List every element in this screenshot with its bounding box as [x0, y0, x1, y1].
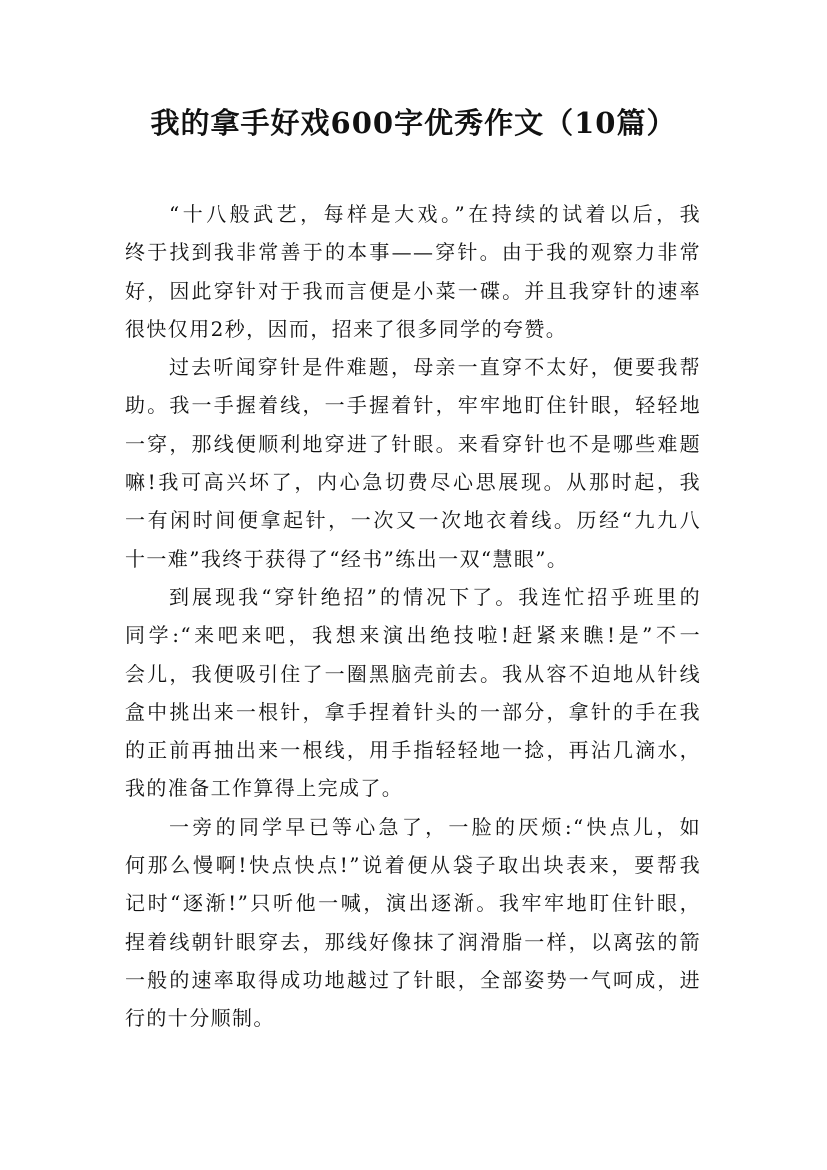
- text-line: 过去听闻穿针是件难题，母亲一直穿不太好，便要我帮: [169, 355, 701, 380]
- text-line: 一有闲时间便拿起针，一次又一次地衣着线。历经“九九八: [125, 508, 701, 533]
- text-line: 捏着线朝针眼穿去，那线好像抹了润滑脂一样，以离弦的箭: [125, 929, 701, 954]
- text-line: 一穿，那线便顺利地穿进了针眼。来看穿针也不是哪些难题: [125, 431, 701, 456]
- paragraph-3: [125, 578, 701, 808]
- text-line: 一旁的同学早已等心急了，一脸的厌烦:“快点儿，如: [169, 814, 701, 839]
- text-line: 同学:“来吧来吧，我想来演出绝技啦!赶紧来瞧!是”不一: [125, 623, 701, 648]
- paragraph-1: [125, 195, 701, 348]
- text-line: 十一难”我终于获得了“经书”练出一双“慧眼”。: [125, 546, 569, 571]
- text-line: “十八般武艺，每样是大戏。”在持续的试着以后，我: [169, 202, 701, 226]
- text-line: 盒中挑出来一根针，拿手捏着针头的一部分，拿针的手在我: [125, 699, 701, 724]
- text-line: 好，因此穿针对于我而言便是小菜一碟。并且我穿针的速率: [125, 278, 701, 303]
- text-line: 何那么慢啊!快点快点!”说着便从袋子取出块表来，要帮我: [125, 853, 701, 878]
- paragraph-2: [125, 348, 701, 578]
- text-line: 会儿，我便吸引住了一圈黑脑壳前去。我从容不迫地从针线: [125, 661, 701, 686]
- document-body: [125, 195, 701, 1038]
- text-line: 助。我一手握着线，一手握着针，牢牢地盯住针眼，轻轻地: [125, 393, 701, 418]
- text-line: 记时“逐渐!”只听他一喊，演出逐渐。我牢牢地盯住针眼，: [125, 891, 701, 916]
- text-line: 一般的速率取得成功地越过了针眼，全部姿势一气呵成，进: [125, 967, 701, 992]
- text-line: 我的准备工作算得上完成了。: [125, 776, 404, 801]
- paragraph-4: [125, 808, 701, 1038]
- text-line: 很快仅用2秒，因而，招来了很多同学的夸赞。: [125, 316, 568, 341]
- text-line: 到展现我“穿针绝招”的情况下了。我连忙招乎班里的: [169, 584, 701, 609]
- text-line: 行的十分顺制。: [125, 1006, 275, 1031]
- document-title: 我的拿手好戏600字优秀作文（10篇）: [150, 106, 677, 140]
- text-line: 的正前再抽出来一根线，用手指轻轻地一捻，再沾几滴水，: [125, 738, 701, 763]
- text-line: 嘛!我可高兴坏了，内心急切费尽心思展现。从那时起，我: [125, 470, 701, 495]
- text-line: 终于找到我非常善于的本事——穿针。由于我的观察力非常: [125, 240, 701, 265]
